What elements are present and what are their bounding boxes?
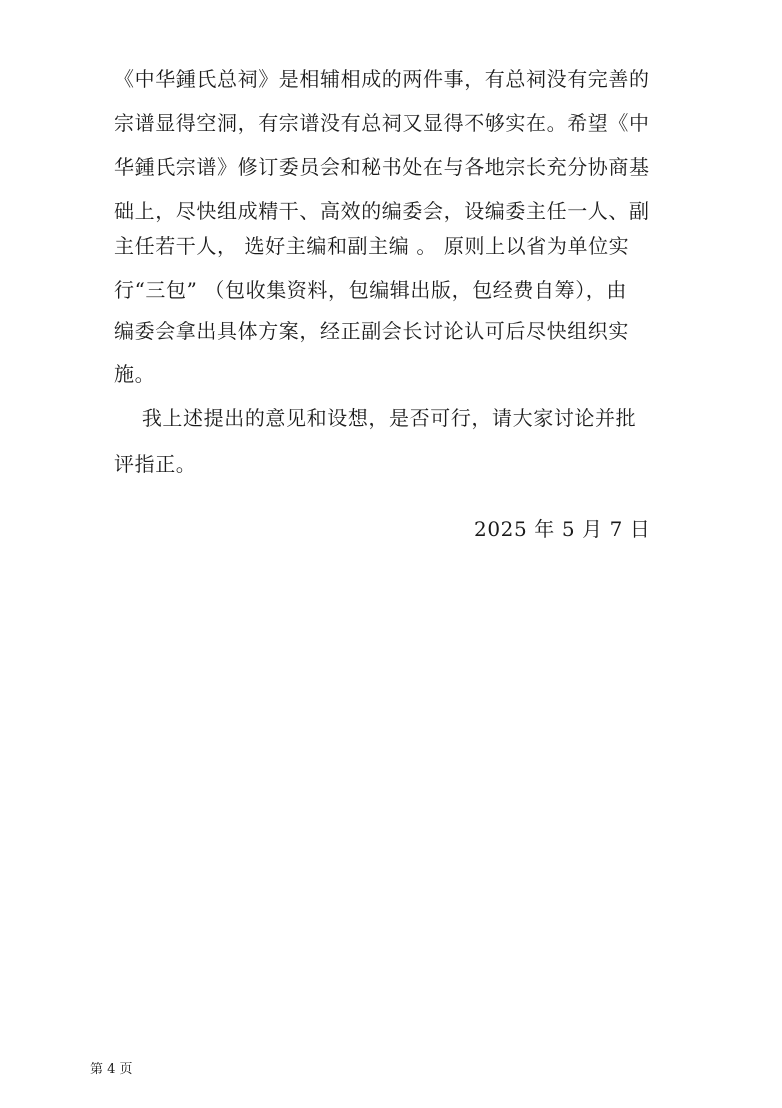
text-line: 主任若干人， 选好主编和副主编 。 原则上以省为单位实 <box>114 234 630 258</box>
text-line: 础上，尽快组成精干、高效的编委会，设编委主任一人、副 <box>114 199 650 223</box>
text-line: 施。 <box>114 362 156 386</box>
document-date: 2025 年 5 月 7 日 <box>474 517 651 541</box>
text-line: 行“三包” （包收集资料，包编辑出版，包经费自筹），由 <box>114 278 628 302</box>
text-line: 评指正。 <box>114 452 197 476</box>
text-line: 宗谱显得空洞，有宗谱没有总祠又显得不够实在。希望《中 <box>114 111 650 135</box>
text-line: 我上述提出的意见和设想，是否可行，请大家讨论并批 <box>114 406 637 430</box>
text-line: 《中华鍾氏总祠》是相辅相成的两件事，有总祠没有完善的 <box>114 67 650 91</box>
page-number: 第 4 页 <box>90 1062 133 1077</box>
text-line: 编委会拿出具体方案，经正副会长讨论认可后尽快组织实 <box>114 319 629 343</box>
text-line: 华鍾氏宗谱》修订委员会和秘书处在与各地宗长充分协商基 <box>114 155 650 179</box>
